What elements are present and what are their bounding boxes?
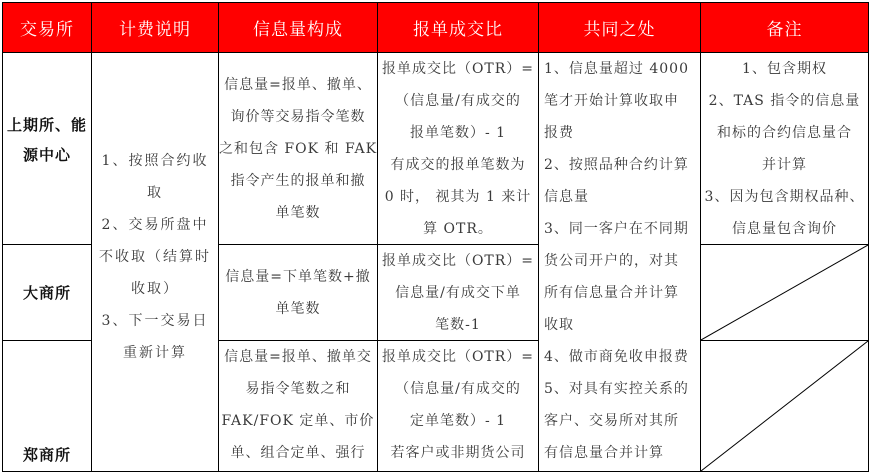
text-line: 信息量: [544, 189, 589, 205]
otr-cell-shfe: [377, 52, 539, 245]
text-line: 指令产生的报单和撤: [230, 172, 366, 189]
text-line: （信息量/有成交的: [395, 381, 521, 397]
text-line: 重新计算: [123, 345, 187, 361]
text-line: 2、交易所盘中: [101, 217, 209, 233]
remarks-cell-czce-empty: [700, 340, 869, 472]
header-label: 信息量构成: [253, 20, 343, 40]
header-exchange: [2, 2, 92, 53]
header-remarks: [700, 2, 869, 53]
composition-cell-shfe: [218, 52, 378, 245]
text-line: 2、按照品种合约计算: [544, 157, 689, 173]
text-line: 报单笔数）- 1: [409, 125, 507, 141]
header-label: 计费说明: [119, 20, 191, 40]
text-line: 1、包含期权: [742, 61, 827, 77]
text-line: 询价等交易指令笔数: [230, 108, 366, 125]
exchange-name: 上期所、能: [6, 115, 87, 134]
exchange-name: 大商所: [22, 284, 71, 302]
text-line: 之和包含 FOK 和 FAK: [218, 140, 378, 157]
text-line: 收取: [544, 317, 574, 333]
text-line: 有信息量合并计算: [544, 445, 664, 461]
header-label: 交易所: [20, 20, 74, 40]
text-line: 有成交的报单笔数为: [390, 157, 526, 173]
otr-cell-dce: [377, 244, 539, 341]
header-label: 备注: [766, 20, 803, 40]
text-line: 信息量=报单、撤单、: [224, 76, 372, 93]
fee-explanation-cell: [91, 52, 219, 472]
text-line: 2、TAS 指令的信息量: [708, 93, 861, 109]
text-line: 易指令笔数之和: [245, 381, 351, 397]
header-fee-explanation: [91, 2, 219, 53]
exchange-cell-shfe: [2, 52, 92, 245]
header-composition: [218, 2, 378, 53]
remarks-cell-shfe: [700, 52, 869, 245]
text-line: 信息量/有成交下单: [395, 284, 521, 301]
text-line: 取: [147, 185, 163, 201]
exchange-name: 源中心: [22, 145, 71, 164]
text-line: 0 时， 视其为 1 来计: [384, 189, 532, 205]
text-line: 报单成交比（OTR）=: [381, 61, 535, 77]
text-line: （信息量/有成交的: [395, 93, 521, 109]
common-points-cell: [538, 52, 701, 472]
text-line: 报单成交比（OTR）=: [381, 252, 535, 269]
header-common-points: [538, 2, 701, 53]
text-line: 报单成交比（OTR）=: [381, 349, 535, 365]
text-line: 信息量=报单、撤单交: [224, 349, 372, 365]
remarks-cell-dce-empty: [700, 244, 869, 341]
text-line: 信息量包含询价: [732, 221, 837, 237]
text-line: 单笔数: [275, 300, 321, 317]
text-line: 和标的合约信息量合: [717, 125, 852, 141]
text-line: 若客户或非期货公司: [390, 445, 526, 461]
text-line: 收取）: [131, 281, 179, 297]
text-line: 1、信息量超过 4000: [544, 61, 689, 77]
header-label: 报单成交比: [413, 20, 503, 40]
diagonal-slash-icon: [701, 341, 868, 471]
text-line: FAK/FOK 定单、市价: [221, 413, 375, 429]
text-line: 算 OTR。: [423, 221, 493, 237]
header-otr: [377, 2, 539, 53]
text-line: 信息量=下单笔数+撤: [225, 268, 371, 285]
exchange-cell-dce: [2, 244, 92, 341]
exchange-cell-czce: [2, 340, 92, 472]
text-line: 报费: [544, 125, 574, 141]
text-line: 不收取（结算时: [99, 249, 211, 265]
text-line: 货公司开户的，对其: [544, 253, 679, 269]
text-line: 笔数-1: [435, 316, 481, 333]
text-line: 1、按照合约收: [101, 153, 209, 169]
header-label: 共同之处: [583, 20, 656, 40]
composition-cell-dce: [218, 244, 378, 341]
text-line: 3、因为包含期权品种、: [704, 189, 865, 205]
text-line: 3、下一交易日: [101, 313, 209, 329]
text-line: 并计算: [762, 157, 807, 173]
text-line: 单笔数: [275, 204, 321, 221]
text-line: 笔才开始计算收取申: [544, 93, 679, 109]
otr-cell-czce: [377, 340, 539, 472]
text-line: 4、做市商免收申报费: [544, 349, 689, 365]
composition-cell-czce: [218, 340, 378, 472]
text-line: 单、组合定单、强行: [230, 445, 366, 461]
text-line: 所有信息量合并计算: [544, 285, 679, 301]
text-line: 5、对具有实控关系的: [544, 381, 689, 397]
text-line: 3、同一客户在不同期: [544, 221, 689, 237]
text-line: 定单笔数）- 1: [409, 413, 507, 429]
diagonal-slash-icon: [701, 245, 868, 340]
text-line: 客户、交易所对其所: [544, 413, 679, 429]
exchange-name: 郑商所: [22, 446, 71, 464]
